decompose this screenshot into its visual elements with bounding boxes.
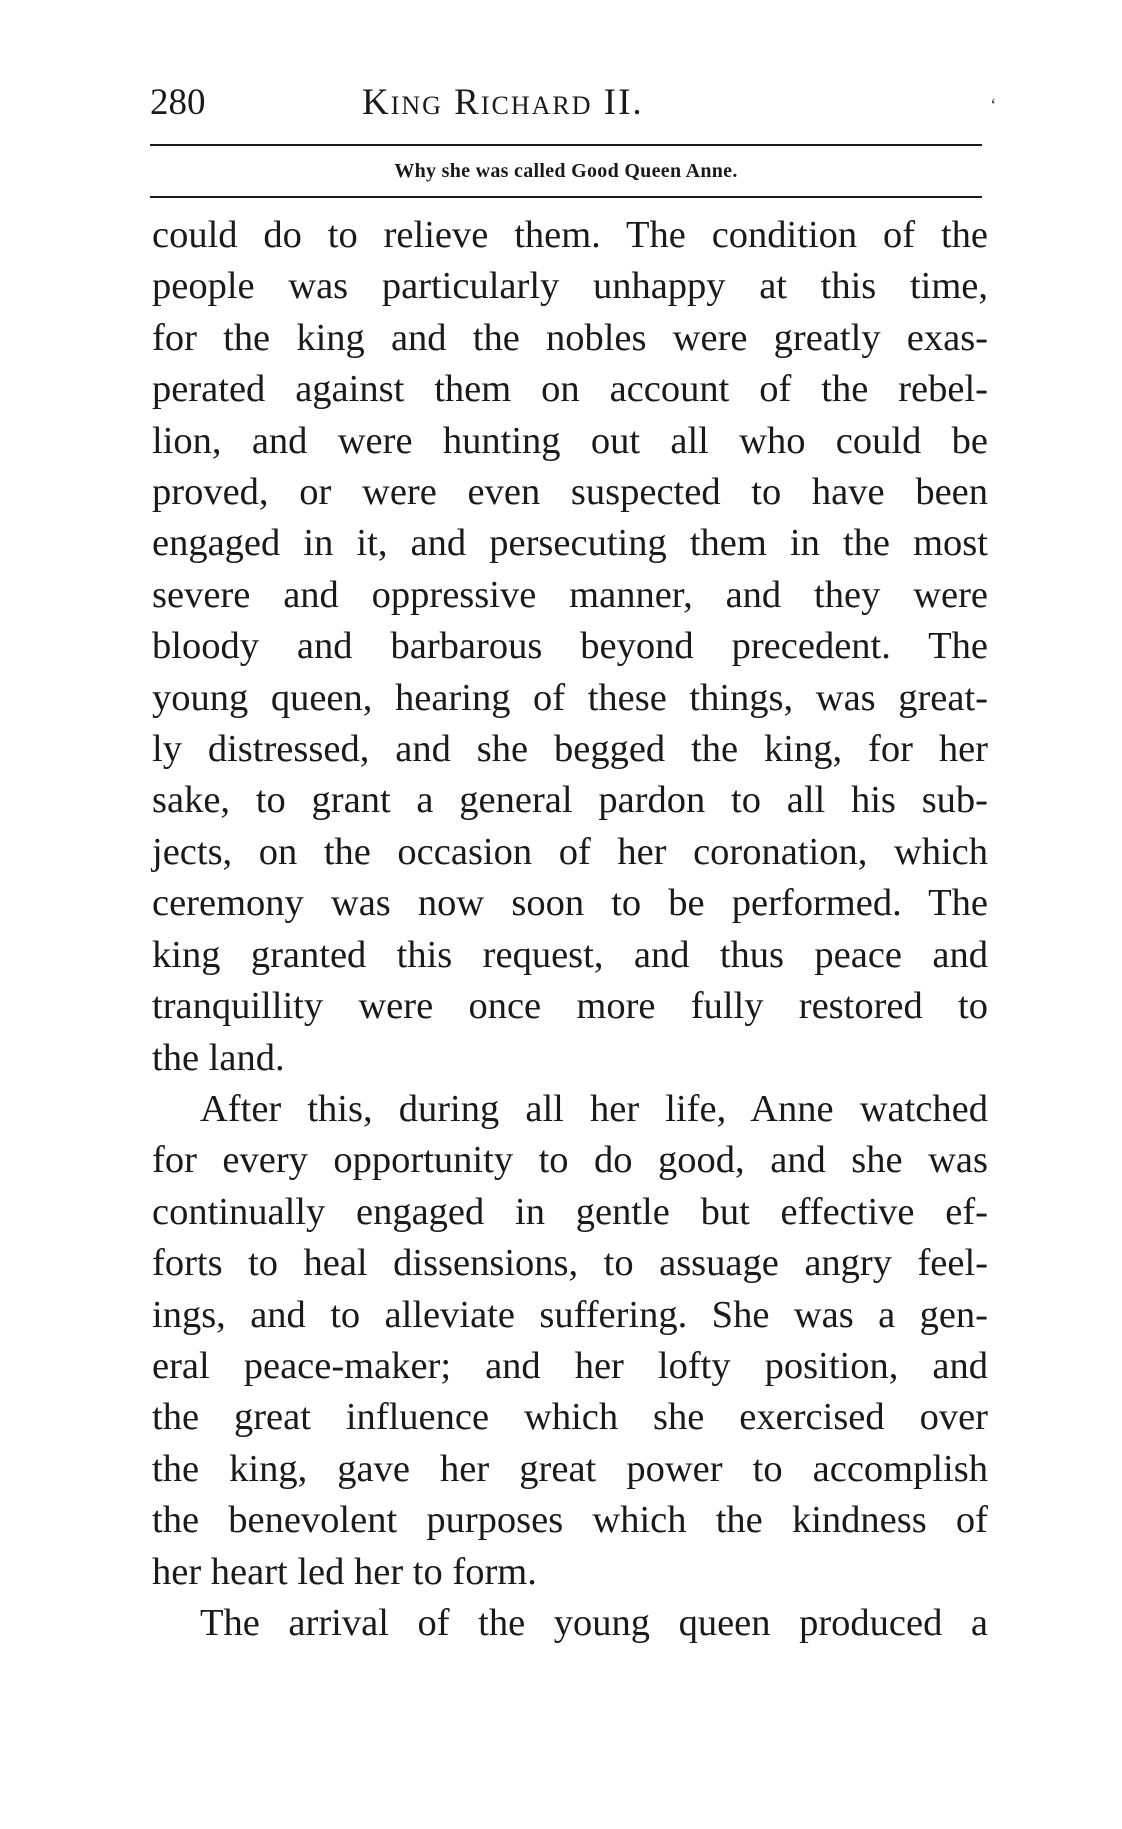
text-line: the land. <box>152 1036 285 1079</box>
text-line: jects, on the occasion of her coronation, which <box>152 830 988 873</box>
text-line: ly distressed, and she begged the king, for her <box>152 728 988 771</box>
text-line: proved, or were even suspected to have been <box>152 471 988 514</box>
text-line: The arrival of the young queen produced a <box>200 1601 988 1644</box>
text-line: ceremony was now soon to be performed. The <box>152 882 988 925</box>
page-header <box>150 78 997 128</box>
text-line: continually engaged in gentle but effective ef- <box>152 1190 988 1233</box>
text-line: severe and oppressive manner, and they were <box>152 573 988 616</box>
text-line: for every opportunity to do good, and she was <box>152 1139 988 1182</box>
stray-mark: ‘ <box>990 95 997 117</box>
text-line: the benevolent purposes which the kindness of <box>152 1499 988 1542</box>
page-number: 280 <box>150 82 206 123</box>
text-line: forts to heal dissensions, to assuage angry feel- <box>152 1242 988 1285</box>
section-subtitle: Why she was called Good Queen Anne. <box>394 160 738 182</box>
header-rule-bottom <box>150 196 982 198</box>
text-line: eral peace-maker; and her lofty position, and <box>152 1344 988 1387</box>
text-line: the great influence which she exercised over <box>152 1396 988 1439</box>
text-line: After this, during all her life, Anne watched <box>200 1087 988 1130</box>
text-line: lion, and were hunting out all who could be <box>152 419 988 462</box>
body-text <box>152 210 988 1649</box>
text-line: for the king and the nobles were greatly exas- <box>152 316 988 359</box>
paragraph-1 <box>152 210 988 1084</box>
header-rule-top <box>150 144 982 146</box>
text-line: engaged in it, and persecuting them in the most <box>152 522 988 565</box>
text-line: ings, and to alleviate suffering. She was a gen- <box>152 1293 988 1336</box>
paragraph-3 <box>152 1598 988 1649</box>
text-line: perated against them on account of the rebel- <box>152 368 988 411</box>
text-line: people was particularly unhappy at this time, <box>152 265 988 308</box>
text-line: could do to relieve them. The condition of the <box>152 214 988 256</box>
text-line: the king, gave her great power to accomplish <box>152 1447 988 1490</box>
paragraph-2 <box>152 1084 988 1598</box>
text-line: her heart led her to form. <box>152 1550 537 1593</box>
running-title: King Richard II. <box>362 82 644 123</box>
text-line: king granted this request, and thus peace and <box>152 933 988 976</box>
text-line: bloody and barbarous beyond precedent. The <box>152 625 988 668</box>
text-line: tranquillity were once more fully restored to <box>152 985 988 1028</box>
text-line: young queen, hearing of these things, was great- <box>152 676 988 719</box>
text-line: sake, to grant a general pardon to all his sub- <box>152 779 988 822</box>
